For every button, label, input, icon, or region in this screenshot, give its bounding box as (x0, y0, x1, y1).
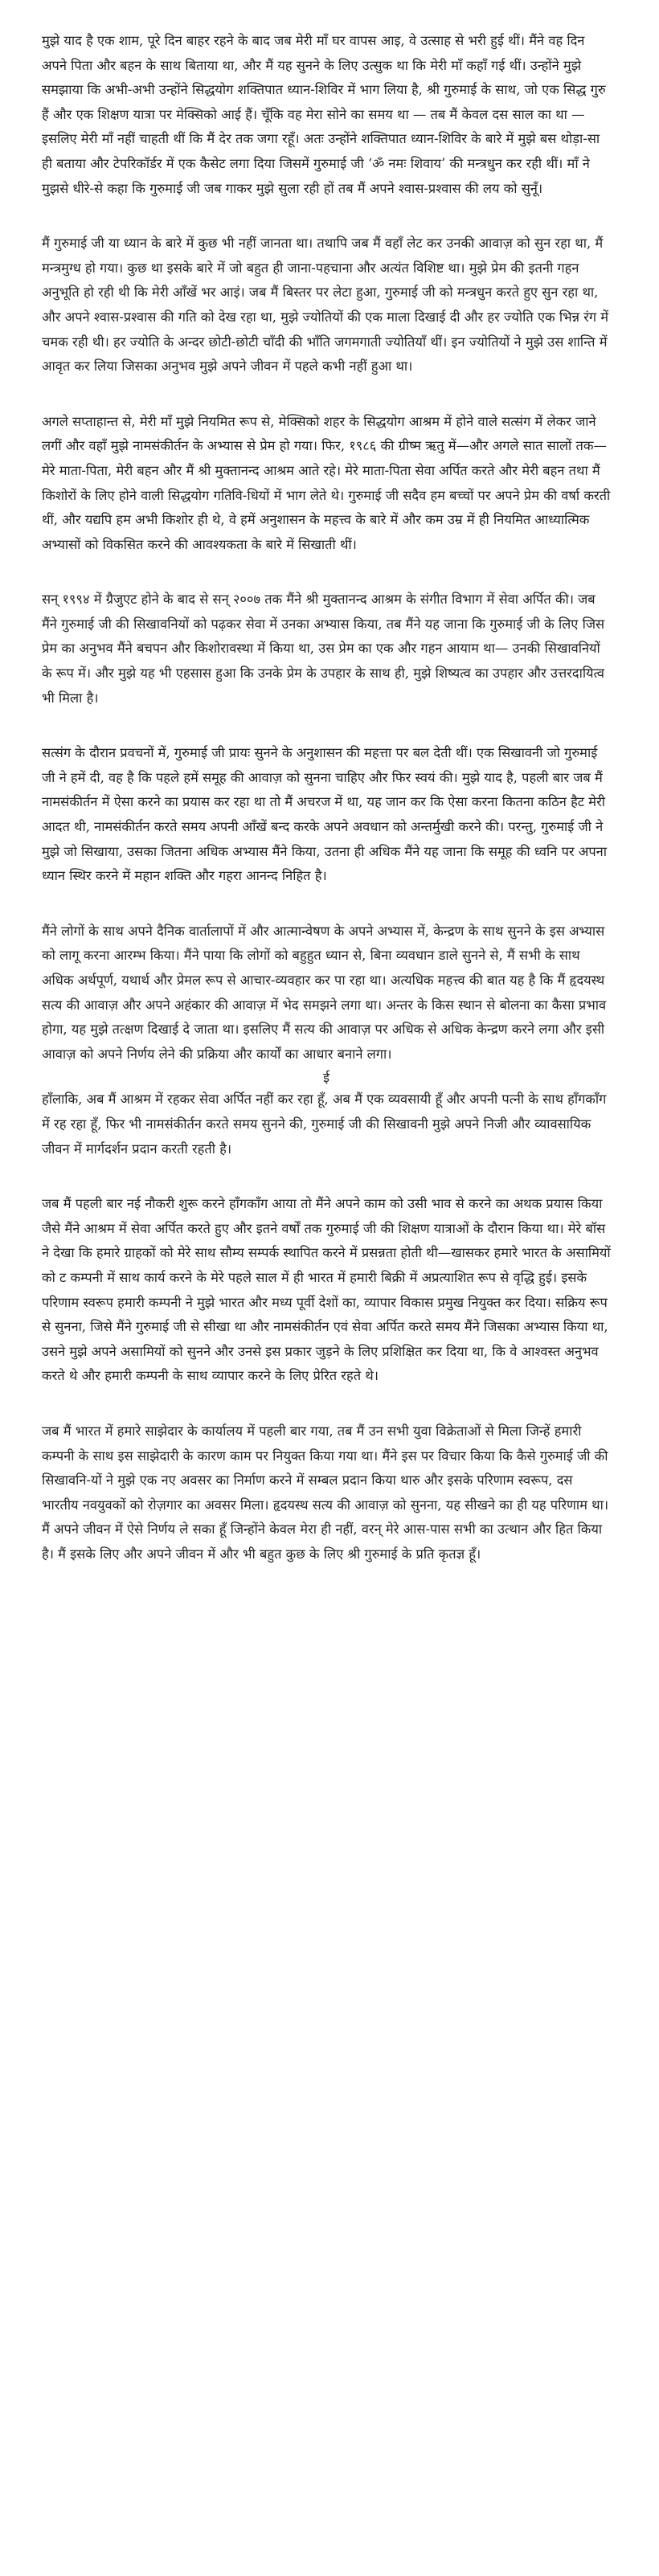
paragraph-2: मैं गुरुमाई जी या ध्यान के बारे में कुछ भी नहीं जानता था। तथापि जब मैं वहाँ लेट कर उनकी आवाज़ को सुन रहा था, मैं मन्त्रमुग्ध हो गया। कुछ था इसके बारे में जो बहुत ही जाना-पहचाना और अत्यंत विशिष्ट था। मुझे प्रेम की इतनी गहन अनुभूति हो रही थी कि मेरी आँखें भर आइं। जब मैं बिस्तर पर लेटा हुआ, गुरुमाई जी को मन्त्रधुन करते हुए सुन रहा था, और अपने श्वास-प्रश्वास की गति को देख रहा था, मुझे ज्योतियों की एक माला दिखाई दी और हर ज्योति एक भिन्न रंग में चमक रही थी। हर ज्योति के अन्दर छोटी-छोटी चाँदी की भाँति जगमगाती ज्योतियाँ थीं। इन ज्योतियों ने मुझे उस शान्ति में आवृत कर लिया जिसका अनुभव मुझे अपने जीवन में पहले कभी नहीं हुआ था। (42, 235, 609, 375)
paragraph-6: मैंने लोगों के साथ अपने दैनिक वार्तालापों में और आत्मान्वेषण के अपने अभ्यास में, केन्द्रण के साथ सुनने के इस अभ्यास को लागू करना आरम्भ किया। मैंने पाया कि लोगों को बहुहुत ध्यान से, बिना व्यवधान डाले सुनने से, मैं सभी के साथ अधिक अर्थपूर्ण, यथार्थ और प्रेमल रूप से आचार-व्यवहार कर पा रहा था। अत्यधिक महत्त्व की बात यह है कि मैं हृदयस्थ सत्य की आवाज़ और अपने अहंकार की आवाज़ में भेद समझने लगा था। अन्तर के किस स्थान से बोलना का कैसा प्रभाव होगा, यह मुझे तत्क्षण दिखाई दे जाता था। इसलिए मैं सत्य की आवाज़ पर अधिक से अधिक केन्द्रण करने लगा और इसी आवाज़ को अपने निर्णय लेने की प्रक्रिया और कार्यों का आधार बनाने लगा। (42, 923, 607, 1062)
paragraph-3: अगले सप्ताहान्त से, मेरी माँ मुझे नियमित रूप से, मेक्सिको शहर के सिद्धयोग आश्रम में होने वाले सत्संग में लेकर जाने लगीं और वहाँ मुझे नामसंकीर्तन के अभ्यास से प्रेम हो गया। फिर, १९८६ की ग्रीष्म ऋतु में—और अगले सात सालों तक—मेरे माता-पिता, मेरी बहन और मैं श्री मुक्तानन्द आश्रम आते रहे। मेरे माता-पिता सेवा अर्पित करते और मेरी बहन तथा मैं किशोरों के लिए होने वाली सिद्धयोग गतिवि-धियों में भाग लेते थे। गुरुमाई जी सदैव हम बच्चों पर अपने प्रेम की वर्षा करती थीं, और यद्यपि हम अभी किशोर ही थे, वे हमें अनुशासन के महत्त्व के बारे में और कम उम्र में ही नियमित आध्यात्मिक अभ्यासों को विकसित करने की आवश्यकता के बारे में सिखाती थीं। (42, 413, 611, 552)
document-body (42, 29, 611, 1566)
stray-mark: ई (323, 1070, 330, 1086)
paragraph-8: जब मैं पहली बार नई नौकरी शुरू करने हाँगकाँग आया तो मैंने अपने काम को उसी भाव से करने का अथक प्रयास किया जैसे मैंने आश्रम में सेवा अर्पित करते हुए और इतने वर्षों तक गुरुमाई जी की शिक्षण यात्राओं के दौरान किया था। मेरे बॉस ने देखा कि हमारे ग्राहकों को मेरे साथ सौम्य सम्पर्क स्थापित करने में प्रसन्नता होती थी—खासकर हमारे भारत के असामियों को ट कम्पनी में साथ कार्य करने के मेरे पहले साल में ही भारत में हमारी बिक्री में अप्रत्याशित रूप से वृद्धि हुई। इसके परिणाम स्वरूप हमारी कम्पनी ने मुझे भारत और मध्य पूर्वी देशों का, व्यापार विकास प्रमुख नियुक्त कर दिया। सक्रिय रूप से सुनना, जिसे मैंने गुरुमाई जी से सीखा था और नामसंकीर्तन एवं सेवा अर्पित करते समय मैंने जिसका अभ्यास किया था, उसने मुझे अपने असामियों को सुनने और उनसे इस प्रकार जुड़ने के लिए प्रशिक्षित कर दिया था, कि वे आश्वस्त अनुभव करते थे और हमारी कम्पनी के साथ व्यापार करने के लिए प्रेरित रहते थे। (42, 1196, 611, 1384)
paragraph-5: सत्संग के दौरान प्रवचनों में, गुरुमाई जी प्रायः सुनने के अनुशासन की महत्ता पर बल देती थीं। एक सिखावनी जो गुरुमाई जी ने हमें दी, वह है कि पहले हमें समूह की आवाज़ को सुनना चाहिए और फिर स्वयं की। मुझे याद है, पहली बार जब मैं नामसंकीर्तन में ऐसा करने का प्रयास कर रहा था तो मैं अचरज में था, यह जान कर कि ऐसा करना कितना कठिन हैट मेरी आदत थी, नामसंकीर्तन करते समय अपनी आँखें बन्द करके अपने अवधान को अन्तर्मुखी करने की। परन्तु, गुरुमाई जी ने मुझे जो सिखाया, उसका जितना अधिक अभ्यास मैंने किया, उतना ही अधिक मैंने यह जाना कि समूह की ध्वनि पर अपना ध्यान स्थिर करने में महान शक्ति और गहरा आनन्द निहित है। (42, 745, 607, 884)
paragraph-7: हाँलाकि, अब मैं आश्रम में रहकर सेवा अर्पित नहीं कर रहा हूँ, अब मैं एक व्यवसायी हूँ और अपनी पत्नी के साथ हाँगकाँग में रह रहा हूँ, फिर भी नामसंकीर्तन करते समय सुनने की, गुरुमाई जी की सिखावनी मुझे अपने निजी और व्यावसायिक जीवन में मार्गदर्शन प्रदान करती रहती है। (42, 1091, 607, 1157)
paragraph-9: जब मैं भारत में हमारे साझेदार के कार्यालय में पहली बार गया, तब मैं उन सभी युवा विक्रेताओं से मिला जिन्हें हमारी कम्पनी के साथ इस साझेदारी के कारण काम पर नियुक्त किया गया था। मैंने इस पर विचार किया कि कैसे गुरुमाई जी की सिखावनि-यों ने मुझे एक नए अवसर का निर्माण करने में सम्बल प्रदान किया थारु और इसके परिणाम स्वरूप, दस भारतीय नवयुवकों को रोज़गार का अवसर मिला। हृदयस्थ सत्य की आवाज़ को सुनना, यह सीखने का ही यह परिणाम था। मैं अपने जीवन में ऐसे निर्णय ले सका हूँ जिन्होंने केवल मेरा ही नहीं, वरन् मेरे आस-पास सभी का उत्थान और हित किया है। मैं इसके लिए और अपने जीवन में और भी बहुत कुछ के लिए श्री गुरुमाई के प्रति कृतज्ञ हूँ। (42, 1423, 609, 1562)
paragraph-4: सन् १९९४ में ग्रैजुएट होने के बाद से सन् २००७ तक मैंने श्री मुक्तानन्द आश्रम के संगीत विभाग में सेवा अर्पित की। जब मैंने गुरुमाई जी की सिखावनियों को पढ़कर सेवा में उनका अभ्यास किया, तब मैंने यह जाना कि गुरुमाई जी के लिए जिस प्रेम का अनुभव मैंने बचपन और किशोरावस्था में किया था, उस प्रेम का एक और गहन आयाम था— उनकी सिखावनियों के रूप में। और मुझे यह भी एहसास हुआ कि उनके प्रेम के उपहार के साथ ही, मुझे शिष्यत्व का उपहार और उत्तरदायित्व भी मिला है। (42, 592, 605, 706)
paragraph-1: मुझे याद है एक शाम, पूरे दिन बाहर रहने के बाद जब मेरी माँ घर वापस आइ, वे उत्साह से भरी हुई थीं। मैंने वह दिन अपने पिता और बहन के साथ बिताया था, और मैं यह सुनने के लिए उत्सुक था कि मेरी माँ कहाँ गई थीं। उन्होंने मुझे समझाया कि अभी-अभी उन्होंने सिद्धयोग शक्तिपात ध्यान-शिविर में भाग लिया है, श्री गुरुमाई के साथ, जो एक सिद्ध गुरु हैं और एक शिक्षण यात्रा पर मेक्सिको आई हैं। चूँकि वह मेरा सोने का समय था — तब मैं केवल दस साल का था — इसलिए मेरी माँ नहीं चाहती थीं कि मैं देर तक जगा रहूँ। अतः उन्होंने शक्तिपात ध्यान-शिविर के बारे में मुझे बस थोड़ा-सा ही बताया और टेपरिकॉर्डर में एक कैसेट लगा दिया जिसमें गुरुमाई जी ‘ॐ नमः शिवाय’ की मन्त्रधुन कर रही थीं। माँ ने मुझसे धीरे-से कहा कि गुरुमाई जी जब गाकर मुझे सुला रही हों तब मैं अपने श्वास-प्रश्वास की लय को सुनूँ। (42, 33, 606, 196)
